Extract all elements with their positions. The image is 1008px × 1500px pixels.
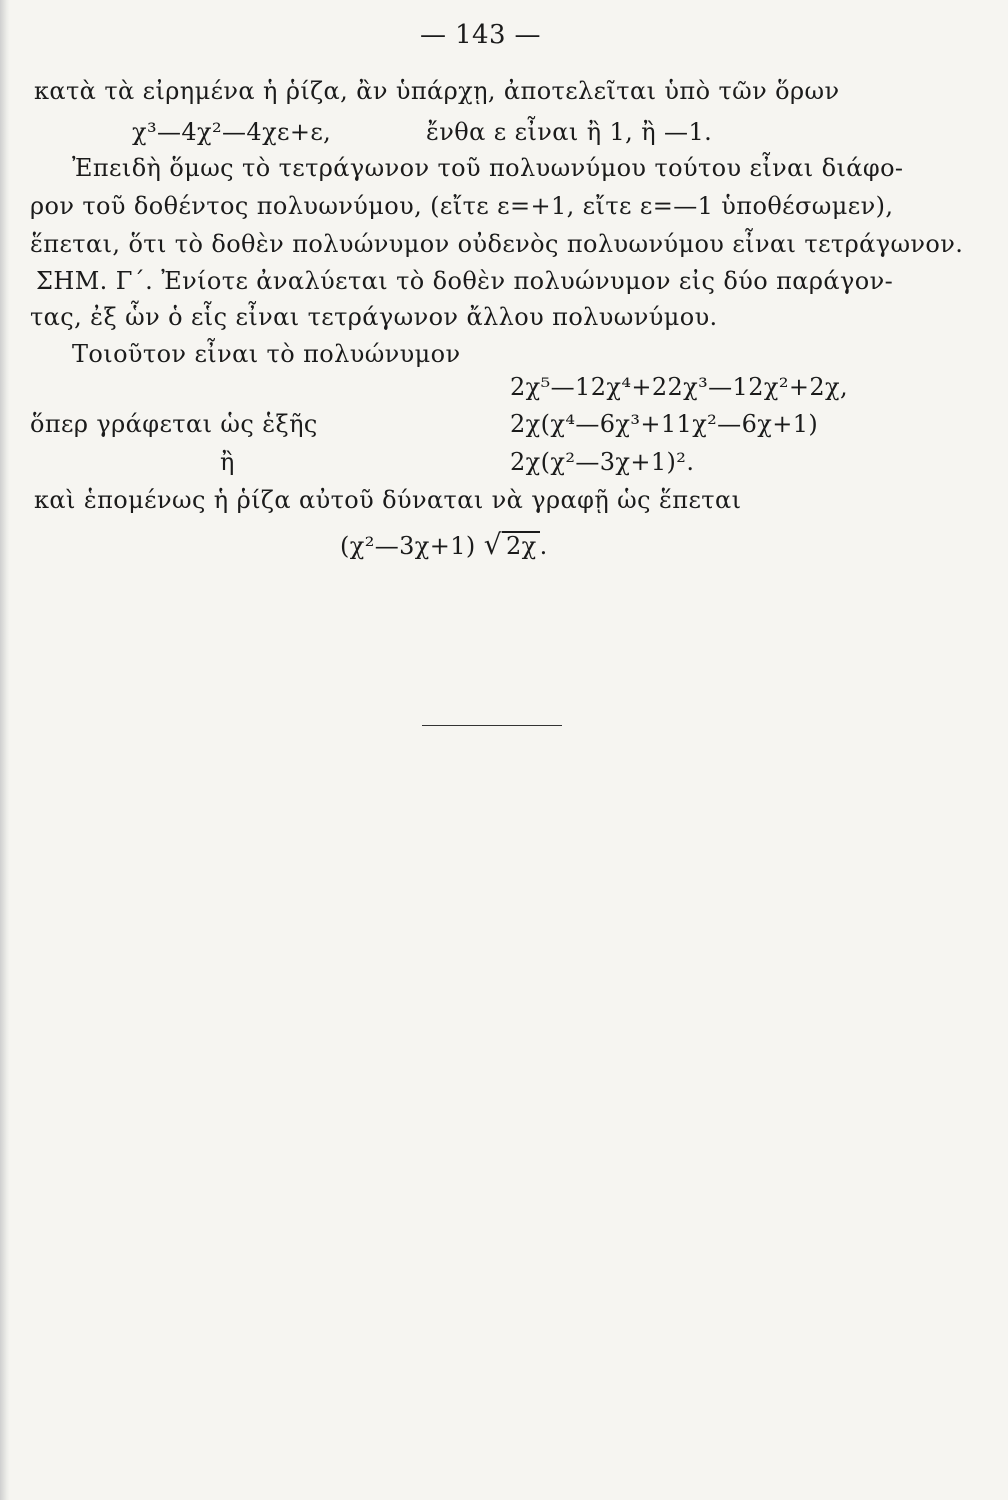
- text-line-1: κατὰ τὰ εἰρημένα ἡ ῥίζα, ἂν ὑπάρχῃ, ἀποτελεῖται ὑπὸ τῶν ὅρων: [34, 77, 840, 105]
- root-suffix: .: [539, 532, 548, 560]
- text-line-4: ρον τοῦ δοθέντος πολυωνύμου, (εἴτε ε=+1, εἴτε ε=—1 ὑποθέσωμεν),: [30, 192, 894, 220]
- equation-polynomial: 2χ⁵—12χ⁴+22χ³—12χ²+2χ,: [510, 373, 849, 401]
- page-edge-shadow: [0, 0, 10, 1500]
- equation-square-form: 2χ(χ²—3χ+1)².: [510, 448, 695, 476]
- text-line-or: ἢ: [220, 448, 235, 476]
- text-line-2-tail: ἔνθα ε εἶναι ἢ 1, ἢ —1.: [426, 118, 713, 146]
- text-line-11: καὶ ἑπομένως ἡ ῥίζα αὐτοῦ δύναται νὰ γραφῇ ὡς ἕπεται: [34, 486, 742, 514]
- root-radicand: 2χ: [502, 531, 540, 559]
- book-page: [30, 0, 964, 1500]
- text-line-8: Τοιοῦτον εἶναι τὸ πολυώνυμον: [72, 340, 461, 368]
- text-line-5: ἕπεται, ὅτι τὸ δοθὲν πολυώνυμον οὐδενὸς πολυωνύμου εἶναι τετράγωνον.: [30, 230, 964, 258]
- section-divider: [422, 725, 562, 726]
- equation-factored: 2χ(χ⁴—6χ³+11χ²—6χ+1): [510, 410, 819, 438]
- note-line-2: τας, ἐξ ὧν ὁ εἷς εἶναι τετράγωνον ἄλλου πολυωνύμου.: [30, 303, 718, 331]
- note-line-1: ΣΗΜ. Γ΄. Ἐνίοτε ἀναλύεται τὸ δοθὲν πολυώνυμον εἰς δύο παράγον-: [36, 267, 894, 295]
- equation-root: [340, 530, 548, 561]
- text-line-9: ὅπερ γράφεται ὡς ἑξῆς: [30, 410, 318, 438]
- sqrt-icon: √: [483, 528, 502, 561]
- page-number: — 143 —: [420, 20, 541, 50]
- equation-terms: χ³—4χ²—4χε+ε,: [132, 118, 332, 146]
- root-prefix: (χ²—3χ+1): [340, 532, 476, 560]
- text-line-3: Ἐπειδὴ ὅμως τὸ τετράγωνον τοῦ πολυωνύμου τούτου εἶναι διάφο-: [72, 154, 904, 182]
